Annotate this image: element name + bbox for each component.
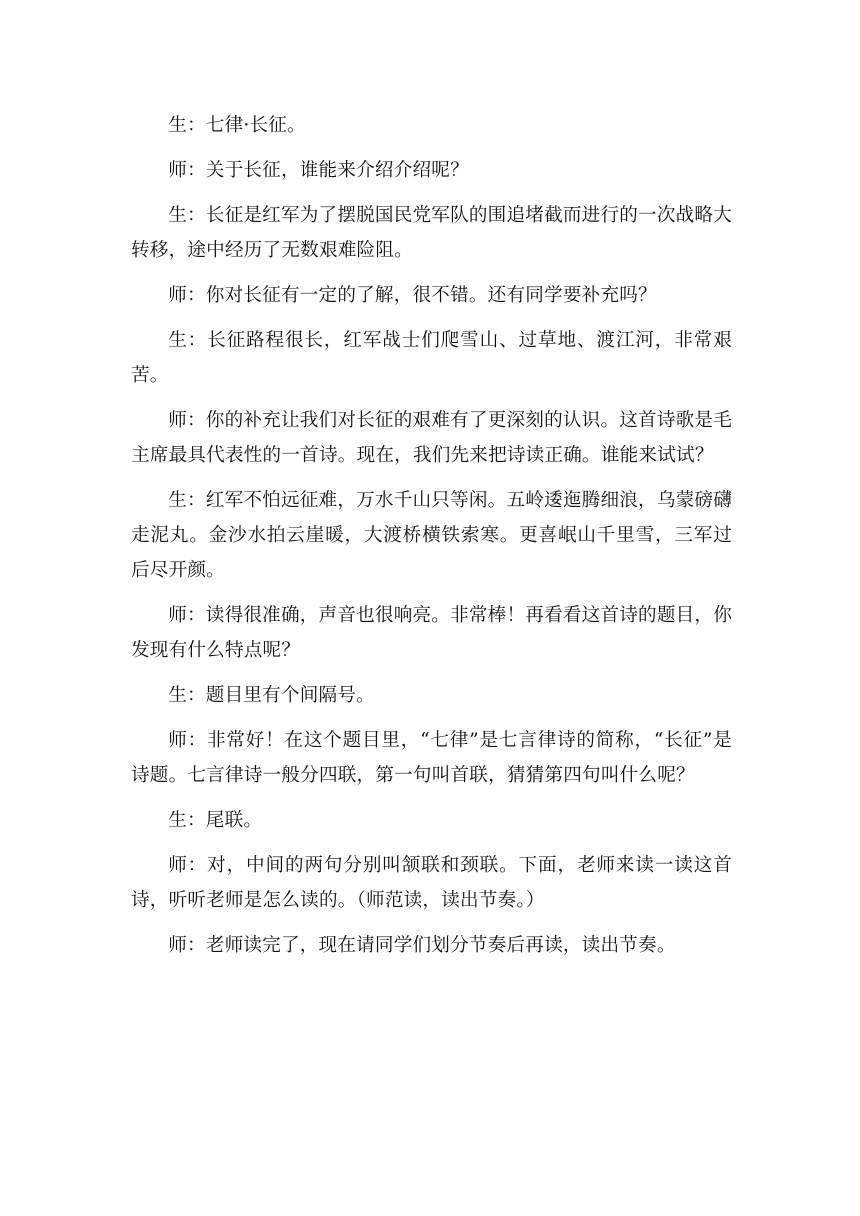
paragraph: 师：你的补充让我们对长征的艰难有了更深刻的认识。这首诗歌是毛主席最具代表性的一首诗。现在，我们先来把诗读正确。谁能来试试？ — [131, 410, 733, 466]
paragraph: 师：读得很准确，声音也很响亮。非常棒！再看看这首诗的题目，你发现有什么特点呢？ — [131, 605, 733, 661]
paragraph: 生：红军不怕远征难，万水千山只等闲。五岭逶迤腾细浪，乌蒙磅礴走泥丸。金沙水拍云崖暖，大渡桥横铁索寒。更喜岷山千里雪，三军过后尽开颜。 — [131, 490, 733, 581]
paragraph: 生：题目里有个间隔号。 — [168, 685, 375, 706]
paragraph: 生：尾联。 — [168, 810, 263, 831]
paragraph: 师：非常好！在这个题目里，“七律”是七言律诗的简称，“长征”是诗题。七言律诗一般分四联，第一句叫首联，猜猜第四句叫什么呢？ — [131, 730, 732, 786]
paragraph: 生：长征路程很长，红军战士们爬雪山、过草地、渡江河，非常艰苦。 — [131, 330, 732, 386]
paragraph: 师：对，中间的两句分别叫颔联和颈联。下面，老师来读一读这首诗，听听老师是怎么读的。（师范读，读出节奏。） — [131, 855, 732, 911]
paragraph: 师：老师读完了，现在请同学们划分节奏后再读，读出节奏。 — [168, 935, 676, 956]
paragraph: 师：关于长征，谁能来介绍介绍呢？ — [168, 160, 469, 181]
paragraph: 师：你对长征有一定的了解，很不错。还有同学要补充吗？ — [168, 285, 657, 306]
paragraph: 生：七律·长征。 — [168, 115, 306, 136]
paragraph: 生：长征是红军为了摆脱国民党军队的围追堵截而进行的一次战略大转移，途中经历了无数艰难险阻。 — [131, 205, 733, 261]
